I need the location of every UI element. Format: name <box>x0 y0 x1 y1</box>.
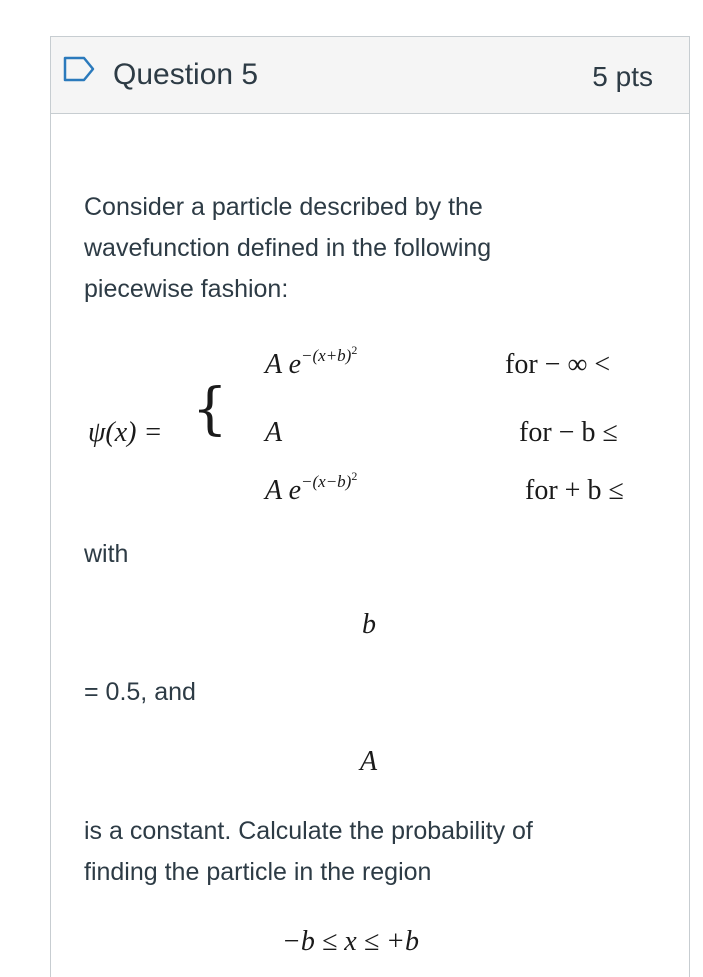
b-value-text: = 0.5, and <box>84 678 196 706</box>
intro-text-line-2: wavefunction defined in the following <box>84 234 492 262</box>
A-symbol: A <box>360 746 378 777</box>
intro-text-line-1: Consider a particle described by the <box>84 193 483 221</box>
question-title: Question 5 <box>113 58 259 91</box>
question-points: 5 pts <box>592 61 653 92</box>
b-symbol: b <box>362 609 376 640</box>
with-text: with <box>84 540 129 568</box>
case-3-expression: A $e^{-(x-b)^2}$ <box>265 469 358 506</box>
intro-text-line-3: piecewise fashion: <box>84 275 289 303</box>
piecewise-brace: { <box>192 377 228 442</box>
case-3-condition: for + b ≤ <box>525 475 624 506</box>
case-2-expression: A <box>265 417 283 448</box>
question-header <box>51 37 689 114</box>
psi-lhs: ψ(x) = <box>88 417 163 448</box>
flag-outline-icon[interactable] <box>62 55 96 83</box>
case-1-condition: for − ∞ < <box>505 349 611 380</box>
outro-text-line-1: is a constant. Calculate the probability of <box>84 817 533 845</box>
case-1-expression: A $e^{-(x+b)^2}$ <box>265 343 358 380</box>
region-expression: −b ≤ x ≤ +b <box>282 926 419 957</box>
outro-text-line-2: finding the particle in the region <box>84 858 432 886</box>
case-2-condition: for − b ≤ <box>519 417 618 448</box>
